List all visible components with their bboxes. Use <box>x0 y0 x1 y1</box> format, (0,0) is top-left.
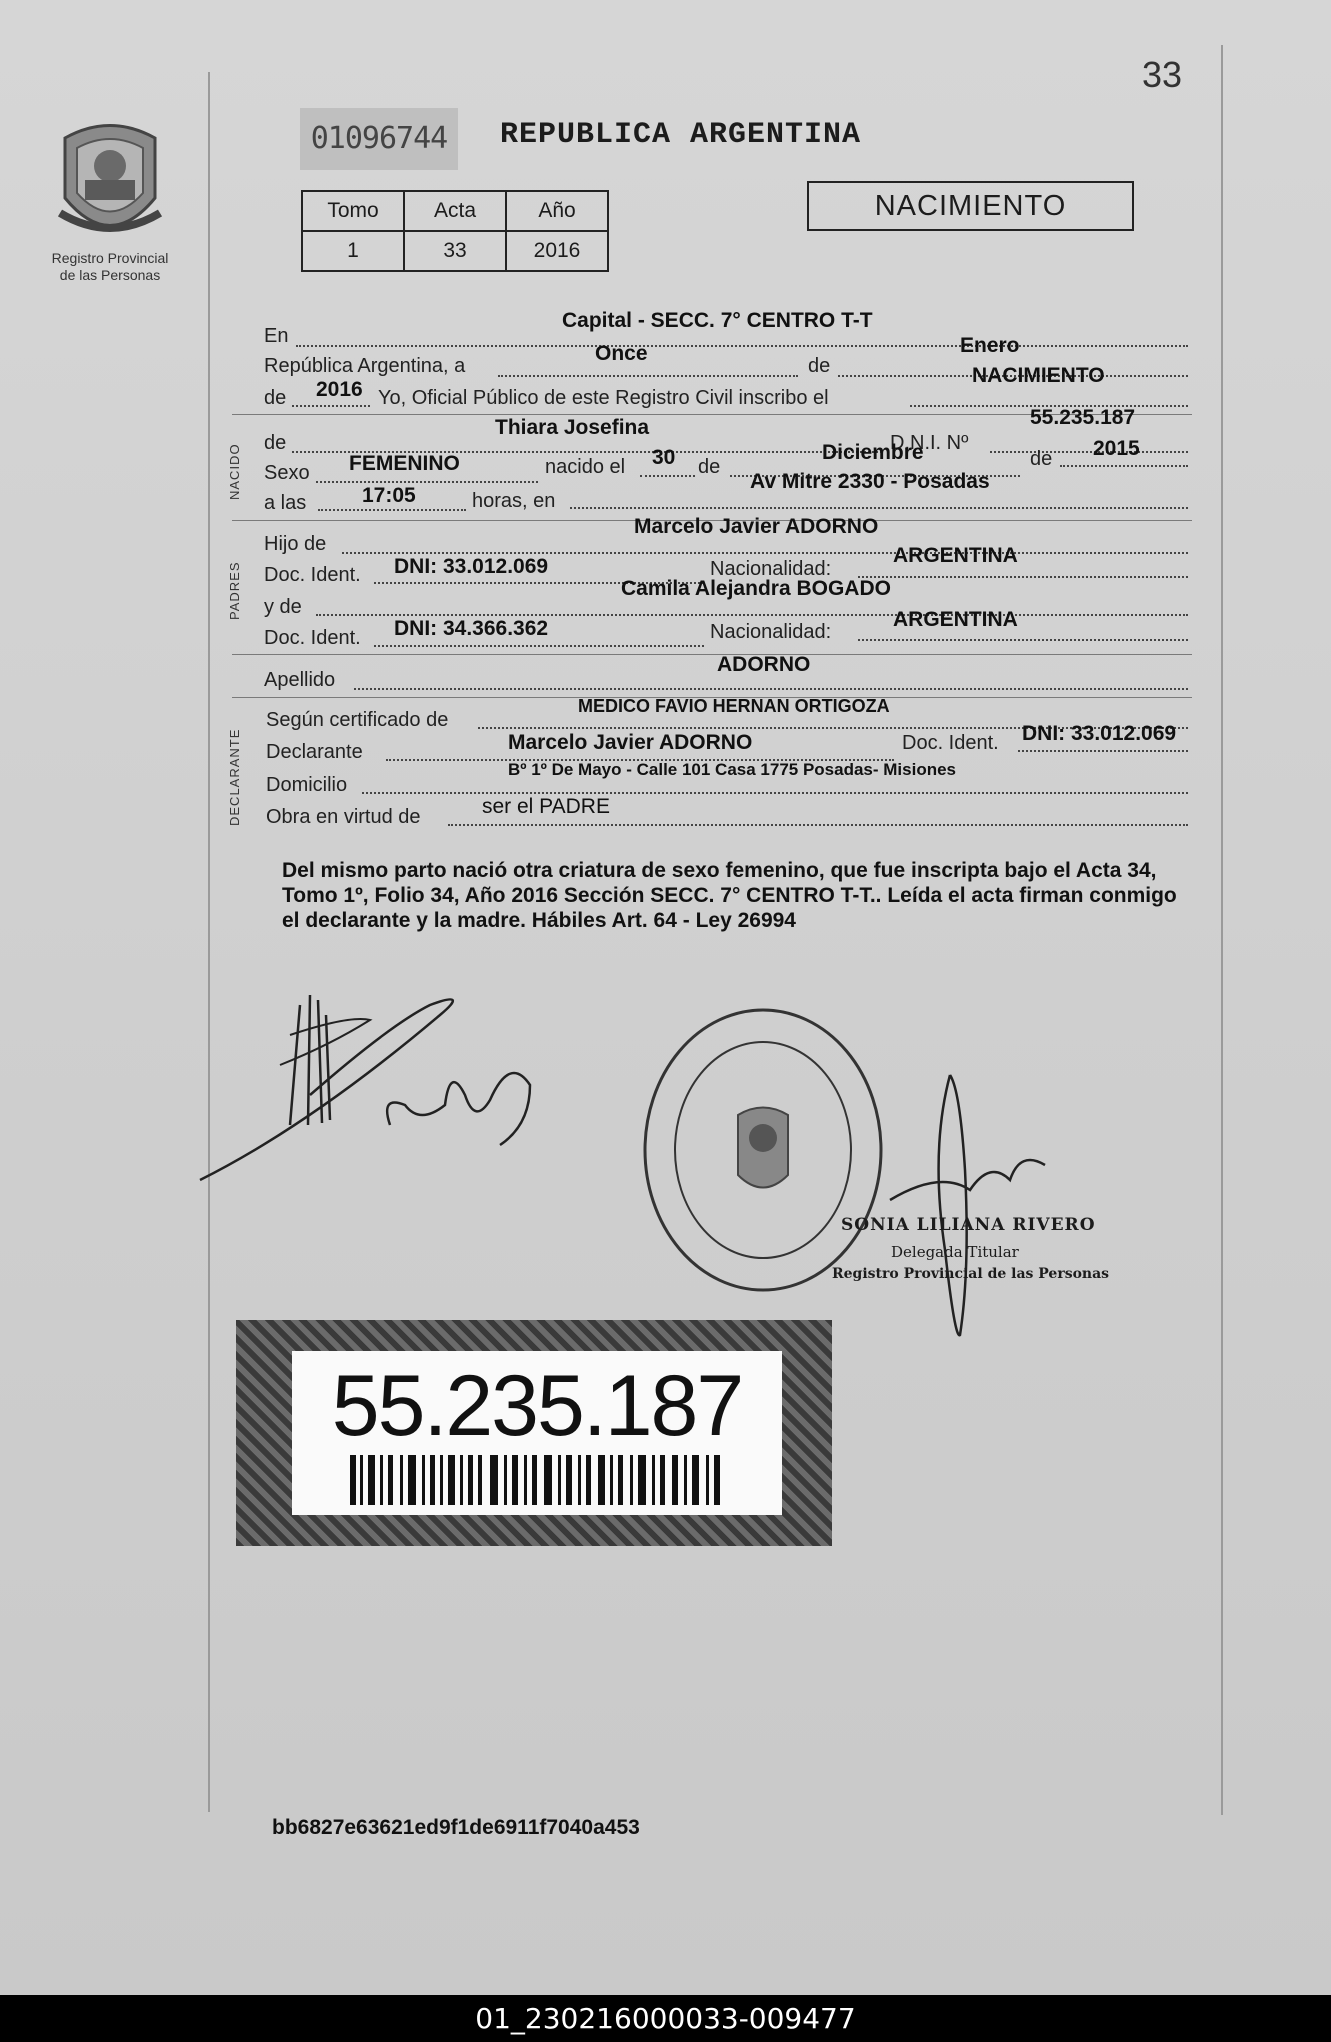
mother-nationality-value: ARGENTINA <box>893 608 1018 631</box>
section-label-nacido: NACIDO <box>227 443 242 500</box>
birth-day-value: 30 <box>652 446 676 469</box>
place-value <box>562 309 873 333</box>
dotted-line <box>858 639 1188 641</box>
separator-line <box>232 654 1192 655</box>
label-doc-ident-declarant: Doc. Ident. <box>902 732 999 754</box>
label-doc-ident-mother: Doc. Ident. <box>264 627 361 649</box>
declarant-signature <box>190 975 570 1195</box>
label-de-birth-year: de <box>1030 448 1053 470</box>
dotted-line <box>292 405 370 407</box>
document-type-box: NACIMIENTO <box>807 181 1134 231</box>
barcode-card <box>292 1351 782 1515</box>
logo-caption <box>35 250 185 284</box>
capacity-value: ser el PADRE <box>482 795 610 818</box>
label-de-month: de <box>808 355 831 377</box>
barcode-bars <box>350 1455 724 1505</box>
father-doc-value <box>394 555 548 579</box>
dotted-line <box>354 688 1188 690</box>
label-declarante: Declarante <box>266 741 363 763</box>
label-de-day: de <box>698 456 721 478</box>
coat-of-arms-logo <box>55 118 165 248</box>
act-value: NACIMIENTO <box>972 364 1105 387</box>
label-doc-ident-father: Doc. Ident. <box>264 564 361 586</box>
right-margin-line <box>1221 45 1223 1815</box>
address-value: Bº 1º De Mayo - Calle 101 Casa 1775 Posadas- Misiones <box>508 760 957 779</box>
registry-table-value-row <box>302 231 608 271</box>
footer-id-bar: 01_230216000033-009477 <box>0 1995 1331 2042</box>
section-label-declarante: DECLARANTE <box>227 728 242 826</box>
child-name-value: Thiara Josefina <box>495 416 650 439</box>
father-doc-text: DNI: 33.012.069 <box>394 555 549 578</box>
page-number: 33 <box>1142 54 1183 95</box>
label-obra: Obra en virtud de <box>266 806 421 828</box>
registrar-organization: Registro Provincial de las Personas <box>832 1266 1110 1282</box>
label-nacionalidad-mother: Nacionalidad: <box>710 621 832 643</box>
ano-value: 2016 <box>506 231 608 271</box>
registrar-signature <box>870 1070 1070 1350</box>
label-sexo: Sexo <box>264 462 310 484</box>
registrar-name: SONIA LILIANA RIVERO <box>841 1215 1096 1235</box>
dotted-line <box>342 552 1188 554</box>
declarant-doc-value: DNI: 33.012.069 <box>1022 722 1177 745</box>
acta-header: Acta <box>404 191 506 231</box>
registry-table-header-row <box>302 191 608 231</box>
birth-time-value: 17:05 <box>362 484 416 507</box>
note-paragraph: Del mismo parto nació otra criatura de sexo femenino, que fue inscripta bajo el Acta 34, Tomo 1º, Folio 34, Año 2016 Sección SECC. 7° CENTRO T-T.. Leída el acta firman conmigo el declarante y la madre. Hábiles Art. 64 - Ley 26994 <box>282 859 1177 932</box>
logo-caption-line1: Registro Provincial <box>51 250 169 266</box>
ano-header: Año <box>506 191 608 231</box>
birth-year-value: 2015 <box>1093 437 1140 460</box>
birth-place-value: Av Mitre 2330 - Posadas <box>750 470 990 493</box>
section-label-padres: PADRES <box>227 561 242 620</box>
tomo-header: Tomo <box>302 191 404 231</box>
mother-doc-value: DNI: 34.366.362 <box>394 617 549 640</box>
logo-caption-line2: de las Personas <box>59 267 161 283</box>
dotted-line <box>1018 750 1188 752</box>
dotted-line <box>498 375 798 377</box>
father-name-value: Marcelo Javier ADORNO <box>634 515 879 538</box>
document-hash: bb6827e63621ed9f1de6911f7040a453 <box>272 1816 640 1839</box>
dotted-line <box>374 645 704 647</box>
dotted-line <box>316 481 538 483</box>
sex-value: FEMENINO <box>349 452 460 475</box>
dotted-line <box>316 614 1188 616</box>
surname-value: ADORNO <box>717 653 811 676</box>
barcode-label <box>236 1320 832 1546</box>
label-republica: República Argentina, a <box>264 355 466 377</box>
label-nacido-el: nacido el <box>545 456 626 478</box>
month-value: Enero <box>960 334 1020 357</box>
place-text: Capital - SECC. 7° CENTRO T-T <box>562 309 873 332</box>
dotted-line <box>640 475 695 477</box>
official-stamp <box>638 1000 888 1300</box>
acta-value: 33 <box>404 231 506 271</box>
declarant-value: Marcelo Javier ADORNO <box>508 731 753 754</box>
country-heading: REPUBLICA ARGENTINA <box>500 118 862 152</box>
dotted-line <box>362 792 1188 794</box>
year-value: 2016 <box>316 378 363 401</box>
child-dni-value: 55.235.187 <box>1030 406 1136 429</box>
serial-number: 01096744 <box>300 108 458 170</box>
label-de-year: de <box>264 387 287 409</box>
label-yo: Yo, Oficial Público de este Registro Civil inscribo el <box>378 387 829 409</box>
father-nationality-value: ARGENTINA <box>893 544 1018 567</box>
dotted-line <box>858 576 1188 578</box>
dotted-line <box>318 509 466 511</box>
label-nacionalidad-father: Nacionalidad: <box>710 558 832 580</box>
label-en: En <box>264 325 289 347</box>
label-a-las: a las <box>264 492 307 514</box>
dotted-line <box>296 345 1188 347</box>
label-horas-en: horas, en <box>472 490 556 512</box>
stamp-outer-text <box>640 1300 650 1310</box>
label-y-de: y de <box>264 596 302 618</box>
label-de-name: de <box>264 432 287 454</box>
left-margin-line <box>208 72 210 1812</box>
label-hijo-de: Hijo de <box>264 533 327 555</box>
label-domicilio: Domicilio <box>266 774 348 796</box>
birth-month-value: Diciembre <box>822 441 924 464</box>
tomo-value: 1 <box>302 231 404 271</box>
registrar-role: Delegada Titular <box>891 1243 1019 1261</box>
mother-name-value: Camila Alejandra BOGADO <box>621 577 891 600</box>
dotted-line <box>1060 465 1188 467</box>
dotted-line <box>990 451 1188 453</box>
dotted-line <box>570 507 1188 509</box>
label-dni: D.N.I. Nº <box>890 432 969 454</box>
dotted-line <box>448 824 1188 826</box>
label-segun: Según certificado de <box>266 709 449 731</box>
registry-table <box>301 190 609 272</box>
barcode-number: 55.235.187 <box>331 1358 743 1454</box>
day-value: Once <box>595 342 648 365</box>
certificate-by-value: MEDICO FAVIO HERNAN ORTIGOZA <box>578 696 890 716</box>
label-apellido: Apellido <box>264 669 336 691</box>
